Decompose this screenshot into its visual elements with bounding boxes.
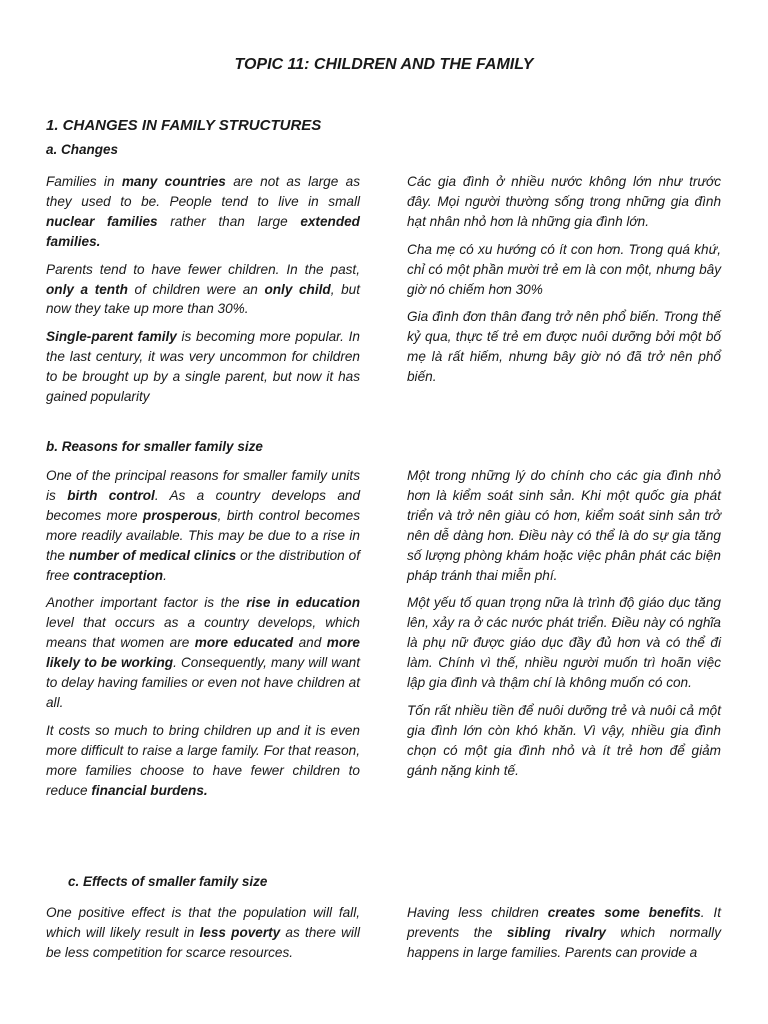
- text-run: Families in: [46, 174, 122, 189]
- text-run: rather than large: [157, 213, 301, 229]
- text-run: Cha mẹ có xu hướng có ít con hơn. Trong quá khứ, chỉ có một phần mười trẻ em là con một, nhưng bây giờ nó chiếm hơn 30%: [407, 241, 721, 297]
- text-run: is becoming more popular. In the last century, it was very uncommon for children to be brought up by a single parent, but now it has gained popularity: [46, 329, 360, 405]
- reasons-english-column: [46, 466, 360, 809]
- paragraph: [46, 172, 360, 252]
- text-run: One of the principal reasons for smaller family units is: [46, 468, 360, 503]
- text-run: .: [163, 567, 167, 583]
- bold-term: number of medical clinics: [68, 547, 237, 563]
- paragraph: [46, 260, 360, 320]
- paragraph: [407, 240, 721, 300]
- paragraph: [407, 307, 721, 387]
- bold-term: more likely to be working: [46, 635, 360, 671]
- text-run: . As a country develops and becomes more: [46, 487, 361, 523]
- text-run: as there will be less competition for scarce resources.: [46, 924, 360, 960]
- text-run: of children were an: [127, 281, 265, 297]
- bold-term: rise in education: [246, 595, 360, 611]
- bold-term: contraception: [73, 567, 164, 583]
- bold-term: financial burdens.: [91, 782, 208, 798]
- text-run: . Consequently, many will want to delay having families or even not have children at all.: [46, 655, 360, 710]
- paragraph: [407, 593, 721, 693]
- bold-term: Single-parent family: [46, 329, 177, 345]
- bold-term: prosperous: [142, 507, 218, 523]
- text-run: are not as large as they used to be. People tend to live in small: [46, 174, 360, 209]
- bold-term: less poverty: [199, 924, 281, 940]
- paragraph: [46, 593, 360, 712]
- effects-vietnamese-column: [407, 903, 721, 971]
- text-run: Một trong những lý do chính cho các gia đình nhỏ hơn là kiểm soát sinh sản. Khi một quốc gia phát triển và trở nên giàu có hơn, kiểm soát sinh sản trở nên dễ dàng hơn. Điều này có thể là do sự gia tăng số lượng phòng khám hoặc việc phân phát các biện pháp tránh thai miễn phí.: [407, 468, 721, 583]
- bold-term: creates some benefits: [547, 905, 701, 920]
- changes-english-column: [46, 172, 360, 415]
- subheading-reasons-smaller-family-size: b. Reasons for smaller family size: [46, 439, 263, 454]
- paragraph: [46, 721, 360, 801]
- paragraph: [46, 466, 360, 585]
- text-run: Các gia đình ở nhiều nước không lớn như trước đây. Mọi người thường sống trong những gia đình hạt nhân nhỏ hơn là những gia đình lớn.: [407, 174, 721, 229]
- paragraph: [407, 701, 721, 781]
- text-run: Having less children: [407, 905, 548, 920]
- bold-term: many countries: [121, 174, 226, 189]
- text-run: which normally happens in large families. Parents can provide a: [407, 924, 721, 960]
- subheading-changes: a. Changes: [46, 142, 119, 157]
- paragraph: [46, 903, 360, 963]
- changes-vietnamese-column: [407, 172, 721, 395]
- text-run: Một yếu tố quan trọng nữa là trình độ giáo dục tăng lên, xảy ra ở các nước phát triển. Điều này có nghĩa là phụ nữ được giáo dục đầy đủ hơn và có thể đi làm. Chính vì thế, nhiều người muốn trì hoãn việc lập gia đình và thậm chí là không muốn có con.: [407, 595, 721, 691]
- bold-term: only a tenth: [46, 281, 128, 297]
- section-heading-changes-in-family-structures: 1. CHANGES IN FAMILY STRUCTURES: [46, 117, 322, 134]
- paragraph: [46, 327, 360, 407]
- paragraph: [407, 172, 721, 232]
- bold-term: birth control: [67, 487, 155, 503]
- text-run: Tốn rất nhiều tiền để nuôi dưỡng trẻ và nuôi cả một gia đình lớn còn khó khăn. Vì vậy, nhiều gia đình chọn có một gia đình nhỏ và ít trẻ hơn để giảm gánh nặng kinh tế.: [407, 702, 721, 778]
- text-run: It costs so much to bring children up and it is even more difficult to raise a large family. For that reason, more families choose to have fewer children to reduce: [46, 722, 360, 798]
- text-run: or the distribution of free: [46, 547, 360, 583]
- text-run: . It prevents the: [407, 905, 721, 940]
- reasons-vietnamese-column: [407, 466, 721, 789]
- paragraph: [407, 466, 721, 585]
- text-run: , birth control becomes more readily available. This may be due to a rise in the: [46, 507, 360, 563]
- text-run: , but now they take up more than 30%.: [46, 281, 360, 317]
- text-run: and: [293, 635, 327, 651]
- page-title: TOPIC 11: CHILDREN AND THE FAMILY: [234, 56, 534, 73]
- bold-term: sibling rivalry: [506, 924, 606, 940]
- paragraph: [407, 903, 721, 963]
- bold-term: more educated: [194, 635, 294, 651]
- bold-term: nuclear families: [46, 213, 158, 229]
- bold-term: extended families.: [46, 213, 360, 249]
- text-run: Parents tend to have fewer children. In the past,: [46, 261, 360, 277]
- bold-term: only child: [264, 281, 331, 297]
- effects-english-column: [46, 903, 360, 971]
- subheading-effects-smaller-family-size: c. Effects of smaller family size: [68, 874, 268, 889]
- text-run: Another important factor is the: [46, 595, 247, 611]
- text-run: Gia đình đơn thân đang trở nên phổ biến. Trong thế kỷ qua, thực tế trẻ em được nuôi dưỡng bởi một bố mẹ là rất hiếm, nhưng bây giờ nó đã trở nên phổ biến.: [407, 309, 721, 385]
- text-run: One positive effect is that the population will fall, which will likely result in: [46, 905, 360, 940]
- text-run: level that occurs as a country develops, which means that women are: [46, 615, 360, 651]
